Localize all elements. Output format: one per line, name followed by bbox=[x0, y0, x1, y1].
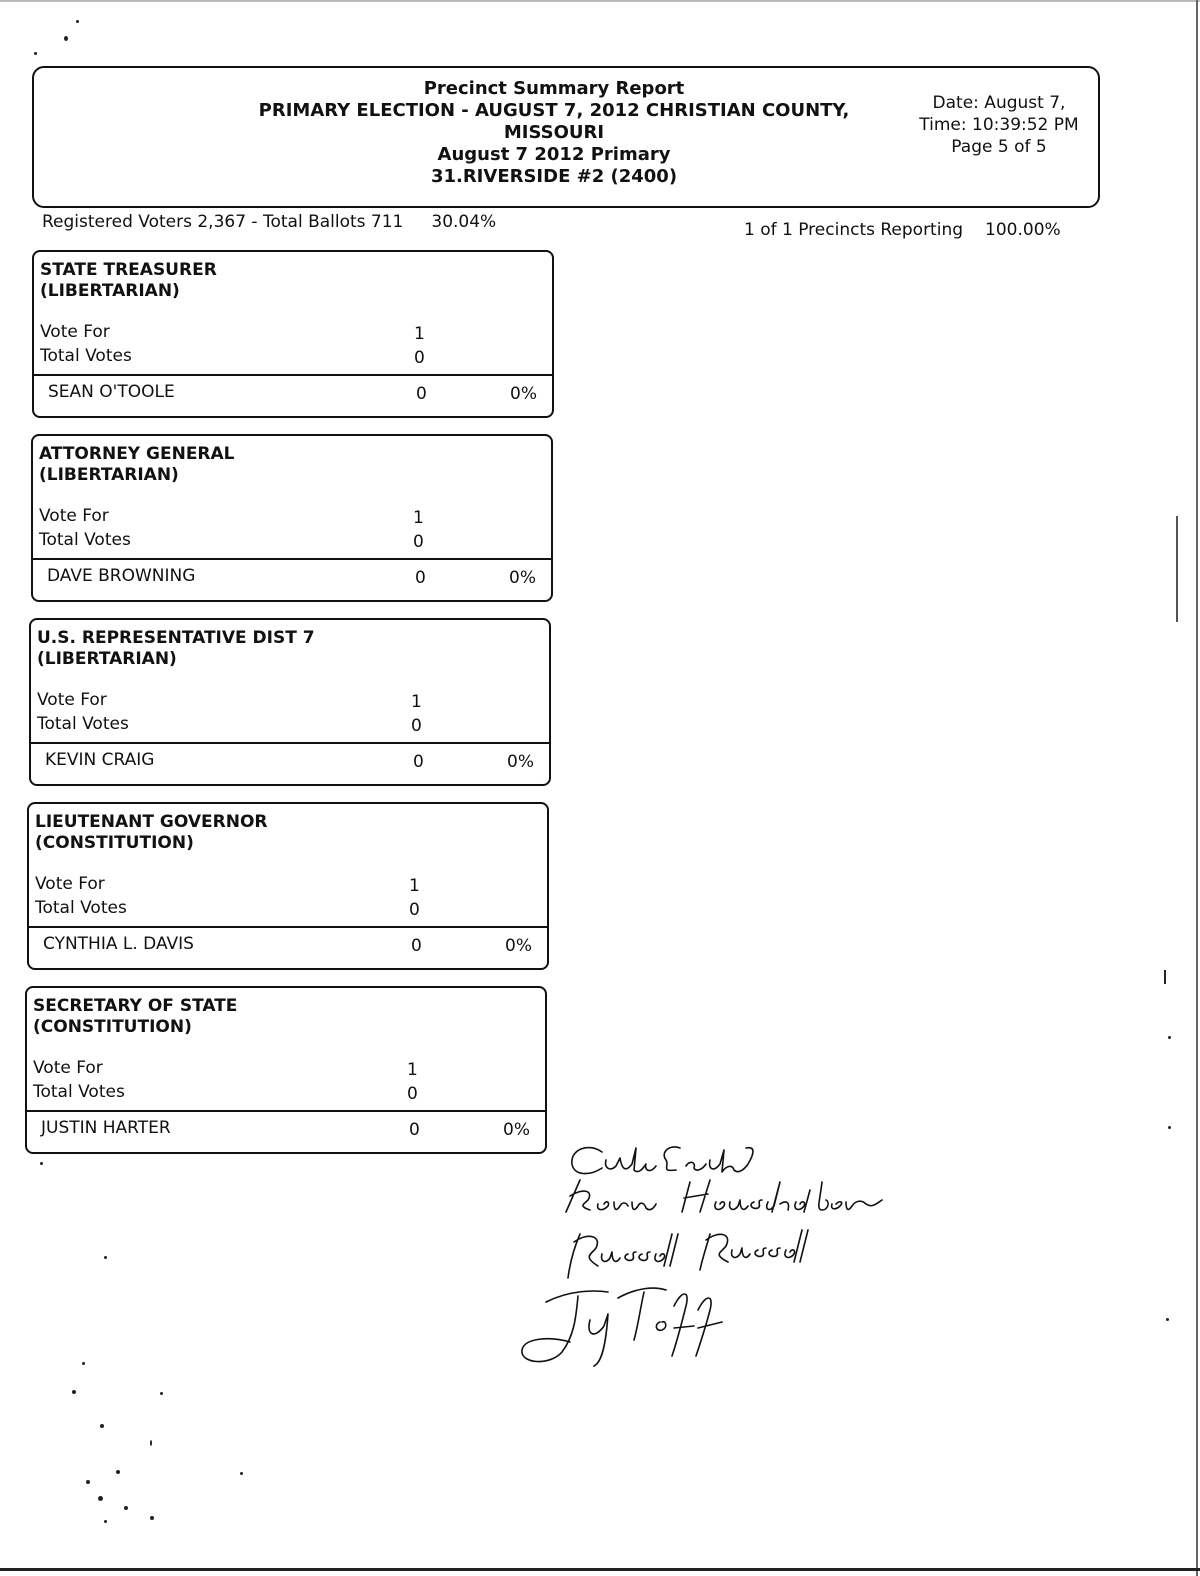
contest-title bbox=[37, 628, 315, 670]
reporting-summary bbox=[744, 220, 1061, 240]
total-votes-label: Total Votes bbox=[39, 530, 131, 550]
scan-speck bbox=[150, 1440, 152, 1446]
scan-speck bbox=[150, 1516, 154, 1520]
contest-title-line-1: STATE TREASURER bbox=[40, 260, 217, 280]
election-line-3: August 7 2012 Primary bbox=[437, 144, 671, 165]
report-date: Date: August 7, bbox=[932, 93, 1066, 113]
candidate-votes: 0 bbox=[413, 752, 424, 772]
vote-for-value: 1 bbox=[409, 876, 420, 896]
contest-title-line-2: (LIBERTARIAN) bbox=[40, 281, 180, 301]
total-votes-label: Total Votes bbox=[37, 714, 129, 734]
report-title: Precinct Summary Report bbox=[423, 78, 685, 99]
contest-title-line-1: SECRETARY OF STATE bbox=[33, 996, 238, 1016]
signature-4 bbox=[522, 1288, 722, 1366]
scan-speck bbox=[76, 20, 79, 23]
vote-for-label: Vote For bbox=[39, 506, 109, 526]
scan-speck bbox=[100, 1424, 104, 1428]
candidate-percent: 0% bbox=[507, 752, 534, 772]
scan-speck bbox=[1168, 1126, 1171, 1129]
candidate-percent: 0% bbox=[505, 936, 532, 956]
scan-speck bbox=[1164, 970, 1166, 984]
scan-speck bbox=[34, 52, 37, 55]
signatures-drawing bbox=[510, 1130, 910, 1370]
divider bbox=[27, 926, 549, 928]
report-header bbox=[32, 66, 1100, 208]
signatures bbox=[510, 1130, 910, 1370]
contest-title-line-1: LIEUTENANT GOVERNOR bbox=[35, 812, 268, 832]
reporting-percent: 100.00% bbox=[985, 220, 1061, 240]
vote-for-value: 1 bbox=[413, 508, 424, 528]
scan-speck bbox=[64, 36, 68, 41]
total-votes-label: Total Votes bbox=[33, 1082, 125, 1102]
contest-title bbox=[39, 444, 235, 486]
scan-speck bbox=[82, 1362, 85, 1365]
contest-title-line-2: (CONSTITUTION) bbox=[35, 833, 194, 853]
page-border-bottom bbox=[0, 1568, 1200, 1571]
scan-speck bbox=[124, 1506, 128, 1510]
contest-title bbox=[35, 812, 268, 854]
scan-speck bbox=[86, 1480, 90, 1484]
scan-speck bbox=[240, 1472, 243, 1475]
contest-title-line-2: (LIBERTARIAN) bbox=[39, 465, 179, 485]
scan-speck bbox=[1168, 1036, 1171, 1039]
scan-speck bbox=[40, 1162, 43, 1165]
contest-title-line-2: (CONSTITUTION) bbox=[33, 1017, 192, 1037]
contest-attorney-general bbox=[31, 434, 553, 602]
total-votes-label: Total Votes bbox=[40, 346, 132, 366]
scan-speck bbox=[98, 1496, 103, 1501]
scan-speck bbox=[160, 1392, 163, 1395]
divider bbox=[31, 558, 553, 560]
candidate-votes: 0 bbox=[411, 936, 422, 956]
turnout-percent: 30.04% bbox=[431, 212, 497, 232]
contest-us-representative bbox=[29, 618, 551, 786]
candidate-percent: 0% bbox=[510, 384, 537, 404]
candidate-votes: 0 bbox=[409, 1120, 420, 1140]
precinct-name: 31.RIVERSIDE #2 (2400) bbox=[430, 166, 678, 187]
contest-title-line-1: U.S. REPRESENTATIVE DIST 7 bbox=[37, 628, 315, 648]
candidate-percent: 0% bbox=[503, 1120, 530, 1140]
vote-for-label: Vote For bbox=[40, 322, 110, 342]
vote-for-label: Vote For bbox=[35, 874, 105, 894]
candidate-votes: 0 bbox=[416, 384, 427, 404]
scan-speck bbox=[1166, 1318, 1169, 1321]
scan-speck bbox=[104, 1520, 107, 1523]
divider bbox=[25, 1110, 547, 1112]
header-meta bbox=[894, 92, 1104, 158]
signature-1 bbox=[572, 1147, 753, 1174]
header-titles bbox=[224, 78, 884, 188]
candidate-name: JUSTIN HARTER bbox=[41, 1118, 171, 1138]
contest-lieutenant-governor bbox=[27, 802, 549, 970]
divider bbox=[32, 374, 554, 376]
vote-for-label: Vote For bbox=[33, 1058, 103, 1078]
total-votes-value: 0 bbox=[411, 716, 422, 736]
contest-title bbox=[33, 996, 237, 1038]
election-line-1: PRIMARY ELECTION - AUGUST 7, 2012 CHRISTIAN COUNTY, bbox=[258, 100, 850, 121]
candidate-percent: 0% bbox=[509, 568, 536, 588]
page-number: Page 5 of 5 bbox=[951, 137, 1047, 157]
vote-for-value: 1 bbox=[407, 1060, 418, 1080]
report-time: Time: 10:39:52 PM bbox=[919, 115, 1079, 135]
scan-speck bbox=[72, 1390, 76, 1394]
precincts-reporting: 1 of 1 Precincts Reporting bbox=[744, 220, 964, 240]
candidate-name: CYNTHIA L. DAVIS bbox=[43, 934, 194, 954]
total-votes-label: Total Votes bbox=[35, 898, 127, 918]
contest-title-line-2: (LIBERTARIAN) bbox=[37, 649, 177, 669]
page-border-right bbox=[1196, 0, 1198, 1576]
turnout-summary bbox=[42, 212, 496, 232]
vote-for-label: Vote For bbox=[37, 690, 107, 710]
scan-speck bbox=[104, 1256, 107, 1259]
total-votes-value: 0 bbox=[414, 348, 425, 368]
scan-speck bbox=[1176, 516, 1178, 622]
election-line-2: MISSOURI bbox=[503, 122, 605, 143]
divider bbox=[29, 742, 551, 744]
total-votes-value: 0 bbox=[407, 1084, 418, 1104]
contest-title bbox=[40, 260, 217, 302]
candidate-name: SEAN O'TOOLE bbox=[48, 382, 175, 402]
vote-for-value: 1 bbox=[411, 692, 422, 712]
signature-2 bbox=[566, 1180, 882, 1212]
page-border-top bbox=[0, 0, 1200, 2]
candidate-name: DAVE BROWNING bbox=[47, 566, 196, 586]
vote-for-value: 1 bbox=[414, 324, 425, 344]
total-votes-value: 0 bbox=[409, 900, 420, 920]
candidate-votes: 0 bbox=[415, 568, 426, 588]
scan-speck bbox=[116, 1470, 120, 1474]
contest-secretary-of-state bbox=[25, 986, 547, 1154]
candidate-name: KEVIN CRAIG bbox=[45, 750, 155, 770]
contest-title-line-1: ATTORNEY GENERAL bbox=[39, 444, 235, 464]
total-votes-value: 0 bbox=[413, 532, 424, 552]
contest-state-treasurer bbox=[32, 250, 554, 418]
signature-3 bbox=[568, 1230, 808, 1278]
registered-ballots: Registered Voters 2,367 - Total Ballots 711 bbox=[42, 212, 404, 232]
